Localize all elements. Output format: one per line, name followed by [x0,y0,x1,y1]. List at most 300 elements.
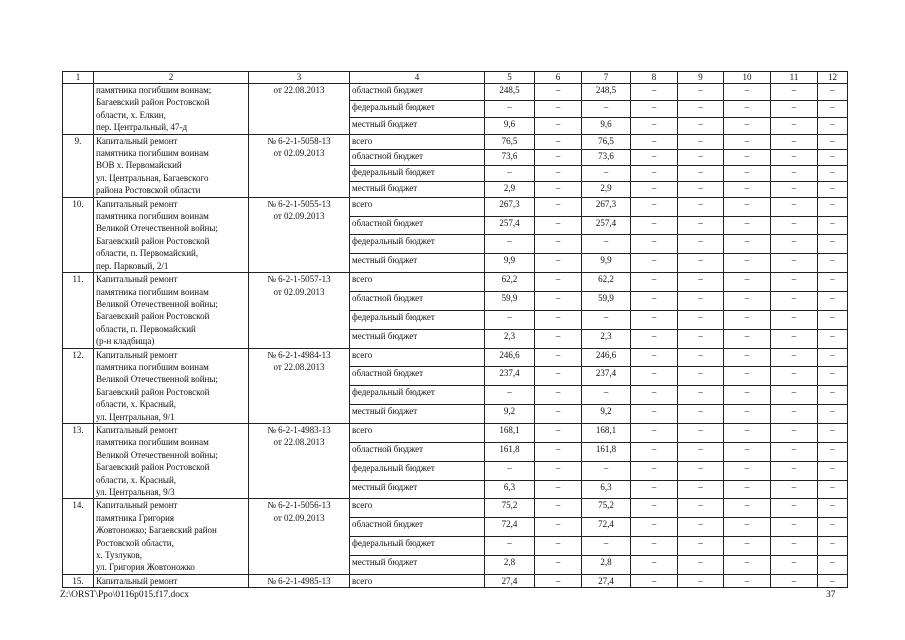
value-cell: 72,4 [582,518,631,537]
object-line: памятника погибшим воинам [96,148,209,159]
funding-source: областной бюджет [350,150,485,166]
value-cell: 2,3 [582,329,631,348]
value-cell: – [631,100,678,117]
value-cell: – [535,423,582,442]
value-cell: 246,6 [485,348,535,367]
value-cell: – [678,84,724,101]
document-line: № 6-2-1-5058-13 [267,135,331,146]
object-line: Великой Отечественной войны; [96,374,218,385]
object-line: пер. Центральный, 47-д [96,122,188,133]
budget-table [62,71,848,588]
object-description [94,197,249,272]
value-cell: – [678,423,724,442]
header-cell: 8 [631,72,678,84]
value-cell: – [678,574,724,587]
value-cell: 62,2 [485,273,535,292]
object-description [94,134,249,197]
value-cell: – [678,254,724,273]
value-cell: – [724,518,771,537]
document-reference [249,273,350,348]
object-line: Капитальный ремонт [96,500,178,511]
value-cell: – [678,442,724,461]
value-cell: – [535,386,582,405]
value-cell: – [678,181,724,197]
value-cell: – [535,518,582,537]
value-cell: 2,3 [485,329,535,348]
value-cell: – [771,480,818,499]
value-cell: – [535,348,582,367]
value-cell: – [631,310,678,329]
object-line: области, п. Первомайский, [96,248,199,259]
value-cell: – [678,134,724,150]
object-line: ул. Центральная, 9/3 [96,487,175,497]
value-cell: – [771,329,818,348]
header-cell: 4 [350,72,485,84]
funding-source: областной бюджет [350,367,485,386]
funding-source: федеральный бюджет [350,310,485,329]
value-cell: – [678,329,724,348]
value-cell: – [724,181,771,197]
funding-source: местный бюджет [350,555,485,574]
value-cell: – [535,367,582,386]
value-cell: – [818,442,848,461]
value-cell: – [535,405,582,424]
value-cell: – [818,310,848,329]
funding-source: всего [350,574,485,587]
value-cell: – [771,117,818,134]
value-cell: – [678,291,724,310]
value-cell: – [724,134,771,150]
value-cell: 59,9 [485,291,535,310]
value-cell: – [631,235,678,254]
header-cell: 11 [771,72,818,84]
value-cell: 248,5 [582,84,631,101]
object-line: памятника погибшим воинам; [96,85,212,95]
value-cell: – [724,291,771,310]
value-cell: – [678,348,724,367]
row-number: 10. [63,197,94,272]
object-line: Капитальный ремонт [96,274,178,285]
value-cell: – [535,166,582,182]
value-cell: 73,6 [485,150,535,166]
value-cell: – [724,150,771,166]
object-line: Великой Отечественной войны; [96,298,218,309]
value-cell: – [535,574,582,587]
value-cell: – [535,84,582,101]
funding-source: федеральный бюджет [350,461,485,480]
object-line: области, х. Красный, [96,474,177,485]
value-cell: – [818,254,848,273]
value-cell: – [818,461,848,480]
object-line: Капитальный ремонт [96,135,178,146]
funding-source: местный бюджет [350,480,485,499]
object-line: ВОВ х. Первомайский [96,160,182,171]
value-cell: – [724,100,771,117]
value-cell: 267,3 [485,197,535,216]
row-number: 14. [63,499,94,574]
value-cell: – [678,518,724,537]
object-line: Багаевский район Ростовской [96,97,210,108]
value-cell: – [724,329,771,348]
table-row [63,273,848,292]
document-line: № 6-2-1-4984-13 [267,349,331,360]
funding-source: местный бюджет [350,117,485,134]
document-line: № 6-2-1-4983-13 [267,424,331,435]
object-line: Капитальный ремонт [96,198,178,209]
value-cell: – [582,235,631,254]
object-description [94,499,249,574]
funding-source: областной бюджет [350,442,485,461]
header-cell: 3 [249,72,350,84]
value-cell: – [678,235,724,254]
document-line: от 22.08.2013 [273,437,325,448]
value-cell: – [818,405,848,424]
value-cell: 168,1 [485,423,535,442]
value-cell: – [678,537,724,556]
value-cell: – [724,423,771,442]
value-cell: – [485,386,535,405]
object-description [94,84,249,135]
value-cell: – [771,405,818,424]
row-number [63,84,94,135]
table-row [63,574,848,587]
value-cell: 257,4 [485,216,535,235]
value-cell: – [535,181,582,197]
row-number: 9. [63,134,94,197]
document-line: от 22.08.2013 [273,361,325,372]
value-cell: – [771,348,818,367]
value-cell: – [631,423,678,442]
value-cell: – [818,555,848,574]
value-cell: – [535,291,582,310]
value-cell: – [631,386,678,405]
header-cell: 9 [678,72,724,84]
funding-source: федеральный бюджет [350,166,485,182]
object-description [94,423,249,498]
funding-source: всего [350,423,485,442]
funding-source: федеральный бюджет [350,537,485,556]
value-cell: – [724,442,771,461]
document-reference [249,574,350,587]
funding-source: всего [350,273,485,292]
value-cell: – [818,216,848,235]
value-cell: – [678,197,724,216]
value-cell: – [631,480,678,499]
document-reference [249,423,350,498]
funding-source: всего [350,499,485,518]
value-cell: – [724,216,771,235]
value-cell: 27,4 [582,574,631,587]
value-cell: 6,3 [582,480,631,499]
value-cell: – [582,461,631,480]
value-cell: – [771,442,818,461]
value-cell: 257,4 [582,216,631,235]
value-cell: – [535,254,582,273]
value-cell: 76,5 [485,134,535,150]
value-cell: – [631,181,678,197]
value-cell: – [678,405,724,424]
value-cell: – [535,216,582,235]
value-cell: – [582,537,631,556]
value-cell: 62,2 [582,273,631,292]
value-cell: – [818,117,848,134]
table-row [63,134,848,150]
value-cell: – [678,461,724,480]
value-cell: – [818,574,848,587]
document-reference [249,499,350,574]
document-line: от 22.08.2013 [273,85,325,95]
value-cell: – [631,254,678,273]
value-cell: – [771,386,818,405]
object-line: Жовтоножко; Багаевский район [96,525,217,536]
value-cell: – [678,310,724,329]
row-number: 15. [63,574,94,587]
value-cell: 161,8 [582,442,631,461]
value-cell: – [631,84,678,101]
value-cell: – [631,499,678,518]
value-cell: – [678,480,724,499]
value-cell: – [771,499,818,518]
document-reference [249,134,350,197]
object-line: района Ростовской области [96,185,201,196]
object-description [94,574,249,587]
value-cell: 237,4 [582,367,631,386]
funding-source: федеральный бюджет [350,386,485,405]
value-cell: – [724,197,771,216]
document-line: от 02.09.2013 [273,286,325,297]
value-cell: – [535,273,582,292]
value-cell: – [485,166,535,182]
value-cell: 72,4 [485,518,535,537]
value-cell: – [631,197,678,216]
value-cell: – [818,291,848,310]
row-number: 13. [63,423,94,498]
document-line: от 02.09.2013 [273,211,325,222]
value-cell: 2,9 [485,181,535,197]
value-cell: – [535,150,582,166]
value-cell: – [818,386,848,405]
document-line: от 02.09.2013 [273,148,325,159]
value-cell: – [678,216,724,235]
value-cell: – [724,235,771,254]
value-cell: – [818,367,848,386]
value-cell: – [771,166,818,182]
value-cell: – [771,310,818,329]
value-cell: – [631,461,678,480]
document-reference [249,348,350,423]
value-cell: 2,8 [485,555,535,574]
value-cell: – [771,181,818,197]
value-cell: 9,6 [582,117,631,134]
value-cell: – [631,329,678,348]
value-cell: – [818,499,848,518]
value-cell: – [631,134,678,150]
document-reference [249,197,350,272]
value-cell: – [724,273,771,292]
object-line: памятника погибшим воинам [96,361,209,372]
funding-source: федеральный бюджет [350,100,485,117]
document-line: № 6-2-1-4985-13 [267,575,331,586]
object-line: Великой Отечественной войны; [96,449,218,460]
value-cell: – [485,310,535,329]
header-cell: 2 [94,72,249,84]
value-cell: 6,3 [485,480,535,499]
value-cell: – [724,166,771,182]
value-cell: – [771,574,818,587]
value-cell: – [631,537,678,556]
value-cell: 59,9 [582,291,631,310]
value-cell: – [724,117,771,134]
table-row [63,84,848,101]
value-cell: – [771,555,818,574]
value-cell: – [771,84,818,101]
value-cell: – [678,273,724,292]
value-cell: – [678,499,724,518]
value-cell: – [818,423,848,442]
value-cell: 168,1 [582,423,631,442]
value-cell: – [818,84,848,101]
value-cell: – [535,197,582,216]
funding-source: всего [350,348,485,367]
value-cell: – [678,150,724,166]
value-cell: – [818,235,848,254]
value-cell: 73,6 [582,150,631,166]
value-cell: 9,6 [485,117,535,134]
object-line: Капитальный ремонт [96,575,178,586]
value-cell: – [582,100,631,117]
value-cell: 246,6 [582,348,631,367]
value-cell: – [771,537,818,556]
value-cell: 9,9 [582,254,631,273]
document-line: № 6-2-1-5055-13 [267,198,331,209]
value-cell: – [631,291,678,310]
value-cell: – [771,518,818,537]
document-reference [249,84,350,135]
value-cell: – [724,555,771,574]
funding-source: местный бюджет [350,254,485,273]
value-cell: – [818,329,848,348]
value-cell: – [535,537,582,556]
value-cell: – [724,386,771,405]
table-row [63,423,848,442]
value-cell: 75,2 [485,499,535,518]
row-number: 11. [63,273,94,348]
value-cell: – [724,461,771,480]
value-cell: – [724,574,771,587]
object-line: ул. Центральная, 9/1 [96,411,175,422]
object-line: Капитальный ремонт [96,424,178,435]
object-line: области, х. Красный, [96,399,177,410]
value-cell: – [724,254,771,273]
value-cell: – [535,461,582,480]
value-cell: 2,8 [582,555,631,574]
header-cell: 10 [724,72,771,84]
value-cell: – [771,134,818,150]
object-line: памятника Григория [96,512,175,523]
funding-source: местный бюджет [350,329,485,348]
object-line: Багаевский район Ростовской [96,311,210,322]
header-cell: 12 [818,72,848,84]
value-cell: – [818,100,848,117]
object-description [94,273,249,348]
value-cell: – [771,367,818,386]
value-cell: – [818,480,848,499]
value-cell: – [724,348,771,367]
value-cell: – [818,134,848,150]
document-line: от 02.09.2013 [273,512,325,523]
funding-source: местный бюджет [350,405,485,424]
value-cell: – [724,537,771,556]
value-cell: – [631,518,678,537]
table-header-row [63,72,848,84]
value-cell: – [535,555,582,574]
value-cell: – [771,273,818,292]
object-line: области, х. Елкин, [96,109,166,120]
header-cell: 5 [485,72,535,84]
value-cell: – [631,117,678,134]
object-line: Багаевский район Ростовской [96,462,210,473]
value-cell: – [771,216,818,235]
value-cell: – [771,461,818,480]
value-cell: – [818,518,848,537]
value-cell: – [724,405,771,424]
value-cell: – [631,442,678,461]
value-cell: 237,4 [485,367,535,386]
header-cell: 6 [535,72,582,84]
value-cell: – [631,166,678,182]
value-cell: – [771,254,818,273]
object-line: ул. Григория Жовтоножко [96,562,195,573]
object-line: памятника погибшим воинам [96,211,209,222]
row-number: 12. [63,348,94,423]
value-cell: 9,2 [582,405,631,424]
value-cell: – [535,442,582,461]
value-cell: – [818,537,848,556]
value-cell: – [582,166,631,182]
object-line: области, п. Первомайский [96,323,196,334]
object-line: Великой Отечественной войны; [96,223,218,234]
funding-source: областной бюджет [350,216,485,235]
value-cell: – [771,423,818,442]
value-cell: – [771,197,818,216]
value-cell: 267,3 [582,197,631,216]
value-cell: – [771,150,818,166]
value-cell: – [631,574,678,587]
header-cell: 7 [582,72,631,84]
value-cell: – [771,291,818,310]
value-cell: 161,8 [485,442,535,461]
object-line: Ростовской области, [96,537,174,548]
value-cell: – [485,100,535,117]
value-cell: – [678,100,724,117]
funding-source: областной бюджет [350,291,485,310]
funding-source: областной бюджет [350,84,485,101]
object-line: Капитальный ремонт [96,349,178,360]
value-cell: – [631,150,678,166]
object-line: Багаевский район Ростовской [96,235,210,246]
document-line: № 6-2-1-5057-13 [267,274,331,285]
value-cell: – [535,499,582,518]
value-cell: – [818,348,848,367]
table-row [63,348,848,367]
value-cell: – [582,386,631,405]
funding-source: областной бюджет [350,518,485,537]
table-row [63,197,848,216]
page-number: 37 [826,590,836,600]
value-cell: – [818,197,848,216]
object-line: памятника погибшим воинам [96,286,209,297]
value-cell: 248,5 [485,84,535,101]
